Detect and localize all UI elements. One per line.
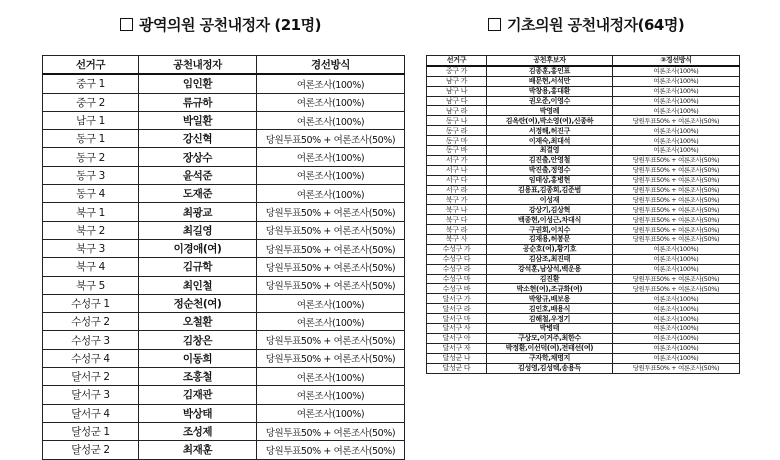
table-row: [43, 221, 405, 239]
district-cell: 북구 가: [427, 195, 487, 205]
table-row: [427, 155, 740, 165]
table-row: [427, 215, 740, 225]
method-cell: 당원투표50% + 여론조사(50%): [257, 203, 405, 221]
nominee-cell: 김규학: [139, 258, 257, 276]
district-cell: 남구 나: [427, 86, 487, 96]
method-cell: 여론조사(100%): [613, 126, 740, 136]
nominee-cell: 김삼조,최진태: [487, 254, 613, 264]
method-cell: 여론조사(100%): [257, 185, 405, 203]
method-cell: 당원투표50% + 여론조사(50%): [613, 116, 740, 126]
district-cell: 달서구 라: [427, 304, 487, 314]
district-cell: 남구 다: [427, 96, 487, 106]
method-cell: 당원투표50% + 여론조사(50%): [613, 185, 740, 195]
district-cell: 북구 사: [427, 235, 487, 245]
district-cell: 달서구 마: [427, 314, 487, 324]
nominee-cell: 강석훈,남상석,백운용: [487, 264, 613, 274]
method-cell: 당원투표50% + 여론조사(50%): [613, 155, 740, 165]
method-cell: 여론조사(100%): [613, 264, 740, 274]
district-cell: 서구 라: [427, 185, 487, 195]
district-cell: 달서구 아: [427, 333, 487, 343]
nominee-cell: 조성제: [139, 422, 257, 440]
district-cell: 남구 가: [427, 76, 487, 86]
checkbox-square-icon: [120, 18, 133, 31]
nominee-cell: 박병태: [487, 324, 613, 334]
nominee-cell: 김창은: [139, 331, 257, 349]
nominee-cell: 백종현,이성근,차대식: [487, 215, 613, 225]
district-cell: 수성구 다: [427, 254, 487, 264]
method-cell: 여론조사(100%): [613, 304, 740, 314]
left-title-text: 광역의원 공천내정자 (21명): [139, 16, 321, 34]
district-cell: 동구 4: [43, 185, 139, 203]
district-cell: 달서구 4: [43, 404, 139, 422]
nominee-cell: 이동희: [139, 349, 257, 367]
method-cell: 여론조사(100%): [613, 294, 740, 304]
table-row: [43, 368, 405, 386]
table-row: [427, 116, 740, 126]
district-cell: 달서구 사: [427, 324, 487, 334]
district-cell: 북구 3: [43, 239, 139, 257]
nominee-cell: 박창용,홍대환: [487, 86, 613, 96]
district-cell: 북구 1: [43, 203, 139, 221]
method-cell: 여론조사(100%): [257, 368, 405, 386]
nominee-cell: 김옥란(여),박소영(여),신종하: [487, 116, 613, 126]
method-cell: 여론조사(100%): [613, 314, 740, 324]
nominee-cell: 최인철: [139, 276, 257, 294]
method-cell: 당원투표50% + 여론조사(50%): [613, 165, 740, 175]
table-row: [43, 294, 405, 312]
method-cell: 여론조사(100%): [257, 294, 405, 312]
method-cell: 여론조사(100%): [613, 86, 740, 96]
method-cell: 당원투표50% + 여론조사(50%): [613, 284, 740, 294]
table-row: [43, 258, 405, 276]
district-cell: 남구 라: [427, 106, 487, 116]
table-row: [427, 146, 740, 156]
nominee-cell: 장상수: [139, 148, 257, 166]
table-row: [43, 331, 405, 349]
nominee-cell: 이경애(여): [139, 239, 257, 257]
nominee-cell: 김재용,허봉문: [487, 235, 613, 245]
table-row: [427, 86, 740, 96]
method-cell: 여론조사(100%): [257, 313, 405, 331]
district-cell: 수성구 가: [427, 244, 487, 254]
table-row: [43, 422, 405, 440]
table-row: [43, 93, 405, 111]
nominee-cell: 공순호(여),황기호: [487, 244, 613, 254]
method-cell: 여론조사(100%): [613, 66, 740, 76]
nominee-cell: 박왕규,배보용: [487, 294, 613, 304]
table-row: [427, 235, 740, 245]
method-cell: 여론조사(100%): [613, 96, 740, 106]
table-row: [43, 203, 405, 221]
district-cell: 달성군 다: [427, 363, 487, 373]
district-cell: 달서구 2: [43, 368, 139, 386]
method-cell: 당원투표50% + 여론조사(50%): [613, 225, 740, 235]
method-cell: 여론조사(100%): [257, 166, 405, 184]
method-cell: 당원투표50% + 여론조사(50%): [257, 221, 405, 239]
district-cell: 수성구 3: [43, 331, 139, 349]
table-row: [427, 106, 740, 116]
right-table-body: [427, 66, 740, 373]
nominee-cell: 임인환: [139, 74, 257, 93]
nominee-cell: 김종훈,홍인표: [487, 66, 613, 76]
table-row: [43, 148, 405, 166]
table-row: [427, 343, 740, 353]
header-candidates: 공천후보자: [487, 56, 613, 66]
header-nominee: 공천내정자: [139, 56, 257, 75]
district-cell: 수성구 2: [43, 313, 139, 331]
method-cell: 당원투표50% + 여론조사(50%): [257, 130, 405, 148]
method-cell: 당원투표50% + 여론조사(50%): [257, 239, 405, 257]
nominee-cell: 이재숙,최대석: [487, 136, 613, 146]
header-method: ③경선방식: [613, 56, 740, 66]
nominee-cell: 정순천(여): [139, 294, 257, 312]
district-cell: 달서구 가: [427, 294, 487, 304]
district-cell: 수성구 라: [427, 264, 487, 274]
table-row: [43, 185, 405, 203]
table-row: [427, 254, 740, 264]
district-cell: 중구 2: [43, 93, 139, 111]
district-cell: 동구 마: [427, 136, 487, 146]
table-row: [427, 284, 740, 294]
method-cell: 여론조사(100%): [613, 343, 740, 353]
method-cell: 당원투표50% + 여론조사(50%): [613, 274, 740, 284]
table-row: [43, 349, 405, 367]
table-row: [427, 244, 740, 254]
method-cell: 당원투표50% + 여론조사(50%): [613, 205, 740, 215]
table-row: [43, 276, 405, 294]
checkbox-square-icon: [488, 18, 501, 31]
method-cell: 여론조사(100%): [613, 76, 740, 86]
table-row: [43, 239, 405, 257]
method-cell: 당원투표50% + 여론조사(50%): [257, 422, 405, 440]
district-cell: 달성군 1: [43, 422, 139, 440]
district-cell: 서구 다: [427, 175, 487, 185]
method-cell: 당원투표50% + 여론조사(50%): [257, 276, 405, 294]
table-row: [427, 363, 740, 373]
left-table-title: [120, 14, 321, 35]
district-cell: 동구 3: [43, 166, 139, 184]
table-row: [43, 111, 405, 129]
nominee-cell: 최재훈: [139, 441, 257, 459]
table-row: [427, 185, 740, 195]
table-row: [427, 294, 740, 304]
district-cell: 북구 다: [427, 215, 487, 225]
method-cell: 당원투표50% + 여론조사(50%): [613, 195, 740, 205]
district-cell: 동구 라: [427, 126, 487, 136]
nominee-cell: 구상모,이거주,최한수: [487, 333, 613, 343]
method-cell: 여론조사(100%): [613, 136, 740, 146]
left-table-body: [43, 74, 405, 459]
table-row: [427, 353, 740, 363]
nominee-cell: 박영례: [487, 106, 613, 116]
district-cell: 동구 바: [427, 146, 487, 156]
nominee-cell: 임태상,홍병현: [487, 175, 613, 185]
method-cell: 당원투표50% + 여론조사(50%): [257, 349, 405, 367]
method-cell: 여론조사(100%): [613, 254, 740, 264]
table-row: [427, 76, 740, 86]
table-row: [427, 136, 740, 146]
method-cell: 당원투표50% + 여론조사(50%): [613, 215, 740, 225]
district-cell: 달성군 나: [427, 353, 487, 363]
table-row: [427, 274, 740, 284]
nominee-cell: 도재준: [139, 185, 257, 203]
table-row: [427, 165, 740, 175]
district-cell: 북구 라: [427, 225, 487, 235]
district-cell: 중구 가: [427, 66, 487, 76]
district-cell: 북구 2: [43, 221, 139, 239]
nominee-cell: 윤석준: [139, 166, 257, 184]
nominee-cell: 김진환: [487, 274, 613, 284]
district-cell: 동구 1: [43, 130, 139, 148]
nominee-cell: 구자학,채명지: [487, 353, 613, 363]
method-cell: 여론조사(100%): [613, 106, 740, 116]
district-cell: 북구 나: [427, 205, 487, 215]
method-cell: 여론조사(100%): [257, 111, 405, 129]
district-cell: 북구 5: [43, 276, 139, 294]
nominee-cell: 김인호,배용식: [487, 304, 613, 314]
header-district: 선거구: [43, 56, 139, 75]
method-cell: 여론조사(100%): [613, 146, 740, 156]
nominee-cell: 김해철,우정기: [487, 314, 613, 324]
method-cell: 여론조사(100%): [613, 324, 740, 334]
district-cell: 수성구 마: [427, 274, 487, 284]
district-cell: 수성구 바: [427, 284, 487, 294]
nominee-cell: 권오준,이영수: [487, 96, 613, 106]
nominee-cell: 조홍철: [139, 368, 257, 386]
district-cell: 달서구 자: [427, 343, 487, 353]
header-method: 경선방식: [257, 56, 405, 75]
basic-council-table: [426, 55, 740, 374]
method-cell: 여론조사(100%): [257, 93, 405, 111]
table-row: [427, 205, 740, 215]
table-row: [427, 126, 740, 136]
table-row: [427, 66, 740, 76]
nominee-cell: 김성영,김성택,송용득: [487, 363, 613, 373]
method-cell: 여론조사(100%): [257, 404, 405, 422]
metropolitan-council-table: [42, 55, 405, 460]
table-row: [427, 304, 740, 314]
method-cell: 여론조사(100%): [257, 148, 405, 166]
nominee-cell: 박일환: [139, 111, 257, 129]
table-row: [43, 74, 405, 93]
table-row: [43, 386, 405, 404]
district-cell: 서구 가: [427, 155, 487, 165]
header-district: 선거구: [427, 56, 487, 66]
method-cell: 당원투표50% + 여론조사(50%): [257, 441, 405, 459]
nominee-cell: 오철환: [139, 313, 257, 331]
nominee-cell: 강신혁: [139, 130, 257, 148]
table-row: [427, 195, 740, 205]
nominee-cell: 김용표,김종희,김준범: [487, 185, 613, 195]
method-cell: 당원투표50% + 여론조사(50%): [613, 235, 740, 245]
nominee-cell: 류규하: [139, 93, 257, 111]
district-cell: 북구 4: [43, 258, 139, 276]
table-row: [43, 166, 405, 184]
district-cell: 동구 나: [427, 116, 487, 126]
table-row: [427, 333, 740, 343]
nominee-cell: 박진출,정영수: [487, 165, 613, 175]
table-header-row: [43, 56, 405, 75]
table-row: [427, 324, 740, 334]
district-cell: 서구 나: [427, 165, 487, 175]
district-cell: 남구 1: [43, 111, 139, 129]
district-cell: 동구 2: [43, 148, 139, 166]
method-cell: 여론조사(100%): [257, 74, 405, 93]
table-header-row: [427, 56, 740, 66]
district-cell: 중구 1: [43, 74, 139, 93]
method-cell: 여론조사(100%): [613, 333, 740, 343]
table-row: [43, 313, 405, 331]
table-row: [427, 225, 740, 235]
table-row: [427, 314, 740, 324]
right-table-title: [488, 14, 684, 35]
method-cell: 당원투표50% + 여론조사(50%): [613, 363, 740, 373]
district-cell: 달성군 2: [43, 441, 139, 459]
nominee-cell: 배문현,서석만: [487, 76, 613, 86]
method-cell: 당원투표50% + 여론조사(50%): [257, 258, 405, 276]
method-cell: 당원투표50% + 여론조사(50%): [613, 175, 740, 185]
district-cell: 수성구 4: [43, 349, 139, 367]
method-cell: 여론조사(100%): [613, 244, 740, 254]
nominee-cell: 김재관: [139, 386, 257, 404]
nominee-cell: 김진출,안영철: [487, 155, 613, 165]
table-row: [427, 96, 740, 106]
right-title-text: 기초의원 공천내정자(64명): [507, 16, 685, 34]
method-cell: 당원투표50% + 여론조사(50%): [257, 331, 405, 349]
table-row: [43, 404, 405, 422]
nominee-cell: 박상태: [139, 404, 257, 422]
district-cell: 수성구 1: [43, 294, 139, 312]
nominee-cell: 이성재: [487, 195, 613, 205]
table-row: [43, 441, 405, 459]
nominee-cell: 최광교: [139, 203, 257, 221]
nominee-cell: 최길영: [139, 221, 257, 239]
nominee-cell: 박소현(여),조규화(여): [487, 284, 613, 294]
nominee-cell: 강상기,김상혁: [487, 205, 613, 215]
table-row: [43, 130, 405, 148]
nominee-cell: 구권회,이치수: [487, 225, 613, 235]
table-row: [427, 264, 740, 274]
nominee-cell: 박정환,이선덕(여),전태선(여): [487, 343, 613, 353]
table-row: [427, 175, 740, 185]
nominee-cell: 최결영: [487, 146, 613, 156]
district-cell: 달서구 3: [43, 386, 139, 404]
method-cell: 여론조사(100%): [613, 353, 740, 363]
nominee-cell: 서정해,허진구: [487, 126, 613, 136]
method-cell: 여론조사(100%): [257, 386, 405, 404]
